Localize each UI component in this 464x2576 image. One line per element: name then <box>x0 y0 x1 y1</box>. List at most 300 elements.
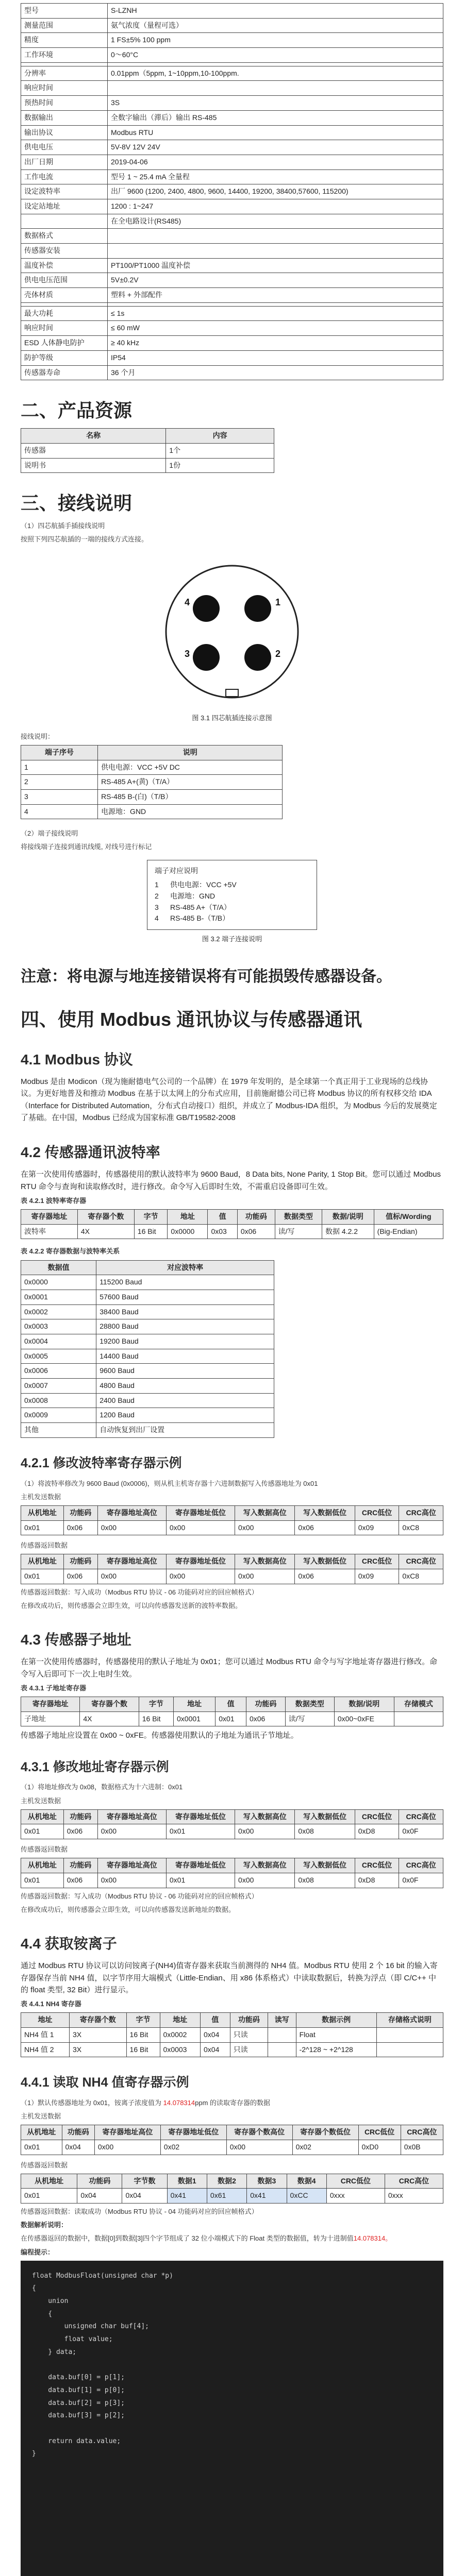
table-header-cell: CRC低位 <box>326 2174 385 2189</box>
table-cell: 5V-8V 12V 24V <box>108 140 443 155</box>
table-header-cell: 说明 <box>98 745 283 760</box>
table-cell: 3X <box>70 2042 127 2057</box>
code-line: data.buf[2] = p[3]; <box>32 2399 125 2407</box>
table-header-cell: 值 <box>208 1210 237 1225</box>
table-header-cell: CRC高位 <box>399 1809 443 1824</box>
table-header-cell: 存储模式 <box>394 1697 443 1712</box>
table-cell: 波特率 <box>21 1224 78 1239</box>
table-cell: 0x09 <box>355 1520 399 1535</box>
code-line: return data.value; <box>32 2437 121 2445</box>
table-row <box>21 2140 443 2155</box>
table-row <box>21 244 443 259</box>
address-recv-label: 传感器返回数据 <box>21 1845 68 1854</box>
table-header-cell: 字节 <box>139 1697 173 1712</box>
table-header-cell: 寄存器地址 <box>21 1210 78 1225</box>
baud-register-table <box>21 1209 443 1239</box>
table-row <box>21 81 443 96</box>
table-header-cell: CRC低位 <box>355 1858 399 1873</box>
table-cell: 在全电路设计(RS485) <box>108 214 443 229</box>
table-cell: Float <box>296 2027 376 2042</box>
table-cell: 0xC8 <box>399 1569 443 1584</box>
code-line: unsigned char buf[4]; <box>32 2323 149 2331</box>
table-cell: 预热时间 <box>21 96 108 111</box>
table-cell: 0x06 <box>237 1224 275 1239</box>
table-header-cell: 从机地址 <box>21 1809 64 1824</box>
address-example-result: 传感器返回数据：写入成功（Modbus RTU 协议 - 06 功能码对应的回应帧格式） <box>21 1892 258 1900</box>
address-table-title: 表 4.3.1 子地址寄存器 <box>21 1684 87 1692</box>
table-cell <box>21 302 108 306</box>
table-cell: 0x00 <box>235 1873 295 1888</box>
table-cell: 0x06 <box>63 1873 97 1888</box>
table-row <box>21 306 443 321</box>
terminal-text: 将接线端子连接到通讯线缆, 对线号进行标记 <box>21 843 152 851</box>
table-header-cell: 数据4 <box>287 2174 326 2189</box>
table-row <box>21 1824 443 1839</box>
table-header-cell: 从机地址 <box>21 1858 64 1873</box>
table-cell: Modbus RTU <box>108 125 443 140</box>
table-header-cell: CRC低位 <box>355 1554 399 1569</box>
table-header-cell: 值 <box>201 2013 230 2028</box>
address-example-title: 4.3.1 修改地址寄存器示例 <box>21 1759 169 1774</box>
table-row <box>21 214 443 229</box>
legend-caption: 图 3.2 端子连接说明 <box>202 935 262 943</box>
table-header-cell: 寄存器地址高位 <box>97 1809 166 1824</box>
table-row <box>21 155 443 170</box>
table-cell: 0xxx <box>326 2189 385 2204</box>
table-cell: ≥ 40 kHz <box>108 336 443 351</box>
baud-map-title: 表 4.2.2 寄存器数据与波特率关系 <box>21 1247 120 1256</box>
table-cell: 4800 Baud <box>96 1379 274 1394</box>
table-header-row <box>21 1505 443 1520</box>
table-cell: 0x01 <box>21 2140 62 2155</box>
table-row <box>21 1423 274 1438</box>
table-cell: 0x0009 <box>21 1408 96 1423</box>
table-cell: 0x01 <box>166 1824 235 1839</box>
table-cell: 0x09 <box>355 1569 399 1584</box>
table-cell: 自动恢复到出厂设置 <box>96 1423 274 1438</box>
table-cell: 温度补偿 <box>21 258 108 273</box>
code-line <box>32 2359 432 2372</box>
baud-recv-label: 传感器返回数据 <box>21 1541 68 1550</box>
power-warning: 注意：将电源与地连接错误将有可能损毁传感器设备。 <box>21 968 392 986</box>
table-cell: 16 Bit <box>139 1711 173 1726</box>
table-cell: 供电电源：VCC +5V DC <box>98 760 283 775</box>
table-cell: 传感器 <box>21 443 166 458</box>
table-row <box>21 760 283 775</box>
baud-example-text: （1）将波特率修改为 9600 Baud (0x0006)，则从机主机寄存器十六进制数据写入传感器地址为 0x01 <box>21 1479 318 1487</box>
table-header-row <box>21 745 283 760</box>
table-header-cell: 端子序号 <box>21 745 98 760</box>
table-row <box>21 789 283 804</box>
table-cell <box>268 2042 296 2057</box>
table-cell: 0x01 <box>21 1569 64 1584</box>
table-row <box>21 1873 443 1888</box>
table-cell: 1 FS±5% 100 ppm <box>108 33 443 48</box>
table-cell: 0x00 <box>94 2140 160 2155</box>
table-cell: 0x0006 <box>21 1364 96 1379</box>
table-cell: 0x0B <box>401 2140 443 2155</box>
table-row <box>21 1224 443 1239</box>
table-cell: 0x00 <box>166 1520 235 1535</box>
table-cell: 0x0001 <box>174 1711 216 1726</box>
table-cell: 0xC8 <box>399 1520 443 1535</box>
nh4-parse-label: 数据解析说明： <box>21 2221 68 2229</box>
table-cell: 0xCC <box>287 2189 326 2204</box>
connector-diagram <box>150 554 314 709</box>
table-row <box>21 229 443 244</box>
table-header-cell: 寄存器个数低位 <box>292 2125 358 2140</box>
table-row <box>21 140 443 155</box>
legend-text: RS-485 B-（T/B） <box>170 914 230 923</box>
table-header-cell: 数据1 <box>167 2174 207 2189</box>
table-row <box>21 110 443 125</box>
table-cell: 0x00 <box>235 1824 295 1839</box>
table-row <box>21 1304 274 1319</box>
table-cell: 型号 <box>21 4 108 19</box>
table-cell <box>376 2042 443 2057</box>
table-header-cell: 写入数据低位 <box>295 1858 355 1873</box>
table-cell: 电源地：GND <box>98 804 283 819</box>
table-cell: 0x08 <box>295 1824 355 1839</box>
legend-row <box>155 913 309 924</box>
table-cell: 16 Bit <box>134 1224 168 1239</box>
pin-3-hole <box>193 644 220 671</box>
table-cell: 1份 <box>166 458 274 473</box>
nh4-recv-label: 传感器返回数据 <box>21 2161 68 2169</box>
table-cell: PT100/PT1000 温度补偿 <box>108 258 443 273</box>
table-header-cell: 数据类型 <box>285 1697 334 1712</box>
pin-number-2: 2 <box>275 648 281 659</box>
table-cell: 设定站地址 <box>21 199 108 214</box>
table-header-cell: 值 <box>216 1697 246 1712</box>
table-cell: 0x00 <box>97 1569 166 1584</box>
table-row <box>21 4 443 19</box>
table-header-cell: 写入数据低位 <box>295 1505 355 1520</box>
table-cell: 0x08 <box>295 1873 355 1888</box>
table-row <box>21 1408 274 1423</box>
table-row <box>21 1275 274 1290</box>
table-cell: 4 <box>21 804 98 819</box>
table-cell: 读/写 <box>285 1711 334 1726</box>
address-send-table <box>21 1809 443 1839</box>
table-cell: 传感器安装 <box>21 244 108 259</box>
code-line: } data; <box>32 2348 77 2356</box>
address-range-text: 传感器子地址应设置在 0x00 ~ 0xFE。传感器使用默认的子地址为通讯子节地址。 <box>21 1731 299 1740</box>
table-row <box>21 336 443 351</box>
table-cell: 0x0007 <box>21 1379 96 1394</box>
table-cell <box>21 62 108 66</box>
code-line: union <box>32 2297 69 2306</box>
section-title-resources: 二、产品资源 <box>21 400 132 421</box>
address-register-table <box>21 1697 443 1726</box>
table-cell: 38400 Baud <box>96 1304 274 1319</box>
nh4-parse-text: 在传感器返回的数据中，数据[0]到数据[3]四个字节组成了 32 位小端模式下的 Float 类型的数据值，转为十进制值14.078314。 <box>21 2234 392 2243</box>
table-header-cell: 字节 <box>134 1210 168 1225</box>
table-cell: 0x02 <box>160 2140 226 2155</box>
table-cell: 0x0002 <box>21 1304 96 1319</box>
baud-send-label: 主机发送数据 <box>21 1493 61 1501</box>
table-header-row <box>21 1554 443 1569</box>
table-cell: 0xD0 <box>358 2140 401 2155</box>
table-cell: 全数字输出（滞后）输出 RS-485 <box>108 110 443 125</box>
table-header-cell: 地址 <box>168 1210 208 1225</box>
table-cell: 1 <box>21 760 98 775</box>
table-cell: 传感器寿命 <box>21 365 108 380</box>
table-cell: ≤ 60 mW <box>108 321 443 336</box>
table-header-cell: 寄存器地址高位 <box>97 1858 166 1873</box>
table-row <box>21 66 443 81</box>
table-cell: 0x00 <box>166 1569 235 1584</box>
table-cell: RS-485 A+(黄)（T/A） <box>98 775 283 790</box>
pin-table-label: 接线说明： <box>21 732 55 740</box>
table-cell: 工作环境 <box>21 48 108 63</box>
table-cell: 0x41 <box>167 2189 207 2204</box>
table-cell <box>108 302 443 306</box>
modbus-protocol-text: Modbus 是由 Modicon（现为施耐德电气公司的一个品牌）在 1979 年发明的，是全球第一个真正用于工业现场的总线协议。为更好地普及和推动 Modbus 在基于以太网上的分布式应用，目前施耐德公司已将 Modbus 协议的所有权移交给 IDA（Interface for Distributed Automation，分布式自动接口）组织，并成立了 Modbus-IDA 组织，为 Modbus 今后的发展奠定了基础。在中国，Modbus 已经成为国家标准 GB/T19582-2008 <box>21 1077 437 1122</box>
code-line: data.buf[0] = p[1]; <box>32 2374 125 2382</box>
baud-text: 在第一次使用传感器时，传感器使用的默认波特率为 9600 Baud，8 Data bits, None Parity, 1 Stop Bit。您可以通过 Modbus RTU 命令与查询和读取修改时，进行修改。命令写入后即时生效，不需重启设备即可生效。 <box>21 1170 441 1191</box>
table-row <box>21 2189 443 2204</box>
pin-2-hole <box>244 644 271 671</box>
table-cell: 响应时间 <box>21 321 108 336</box>
table-cell: 0.01ppm（5ppm, 1~10ppm,10-100ppm. <box>108 66 443 81</box>
address-example-text: （1）将地址修改为 0x08，数据格式为十六进制：0x01 <box>21 1783 183 1791</box>
table-cell: RS-485 B-(白)（T/B） <box>98 789 283 804</box>
table-header-cell: 对应波特率 <box>96 1260 274 1275</box>
table-cell: 出厂 9600 (1200, 2400, 4800, 9600, 14400, 19200, 38400,57600, 115200) <box>108 184 443 199</box>
table-cell: 0x0008 <box>21 1393 96 1408</box>
table-header-cell: 从机地址 <box>21 2174 77 2189</box>
table-header-cell: 数据3 <box>247 2174 287 2189</box>
table-header-cell: 数据值 <box>21 1260 96 1275</box>
address-title: 4.3 传感器子地址 <box>21 1632 131 1648</box>
table-cell: 16 Bit <box>126 2042 160 2057</box>
table-row <box>21 1349 274 1364</box>
pin-1-hole <box>244 595 271 622</box>
table-header-cell: 功能码 <box>63 1858 97 1873</box>
table-cell: 1200 Baud <box>96 1408 274 1423</box>
pin-table <box>21 745 283 819</box>
table-cell: 4X <box>77 1224 134 1239</box>
table-cell: 数据 4.2.2 <box>322 1224 374 1239</box>
document-page <box>21 0 443 2576</box>
table-header-cell: CRC高位 <box>401 2125 443 2140</box>
table-header-cell: 寄存器个数 <box>77 1210 134 1225</box>
table-row <box>21 365 443 380</box>
baud-map-table <box>21 1260 274 1438</box>
table-row <box>21 62 443 66</box>
code-line: } <box>32 2450 36 2458</box>
table-header-cell: 字节数 <box>122 2174 167 2189</box>
table-header-cell: 寄存器地址低位 <box>166 1505 235 1520</box>
table-cell: 0x01 <box>166 1873 235 1888</box>
table-row <box>21 2042 443 2057</box>
table-cell: 0x06 <box>63 1520 97 1535</box>
table-header-cell: 写入数据低位 <box>295 1554 355 1569</box>
table-cell: 0x00 <box>97 1824 166 1839</box>
pin-number-1: 1 <box>275 597 281 607</box>
table-header-cell: CRC低位 <box>355 1505 399 1520</box>
legend-number: 2 <box>155 891 159 900</box>
table-cell: 防护等级 <box>21 350 108 365</box>
table-cell: 只读 <box>230 2042 268 2057</box>
table-header-cell: 名称 <box>21 429 166 444</box>
table-header-cell: 寄存器地址低位 <box>166 1858 235 1873</box>
connector-figure <box>21 554 443 709</box>
table-cell: 19200 Baud <box>96 1334 274 1349</box>
table-header-cell: 从机地址 <box>21 1554 64 1569</box>
table-cell: (Big-Endian) <box>374 1224 443 1239</box>
table-cell: 0x00 <box>235 1520 295 1535</box>
table-cell: 0x04 <box>62 2140 94 2155</box>
table-header-cell: 写入数据高位 <box>235 1554 295 1569</box>
table-header-cell: 写入数据低位 <box>295 1809 355 1824</box>
table-row <box>21 125 443 140</box>
baud-example-title: 4.2.1 修改波特率寄存器示例 <box>21 1455 182 1470</box>
connector-figure-caption: 图 3.1 四芯航插连接示意图 <box>192 714 272 722</box>
address-example-note: 在修改成功后，则传感器会立即生效，可以向传感器发送新地址的数据。 <box>21 1905 236 1913</box>
table-cell: 0～60°C <box>108 48 443 63</box>
table-cell: 0x04 <box>201 2027 230 2042</box>
table-row <box>21 321 443 336</box>
table-header-row <box>21 1210 443 1225</box>
table-header-cell: 地址 <box>160 2013 200 2028</box>
table-cell: 1个 <box>166 443 274 458</box>
table-header-cell: 写入数据高位 <box>235 1809 295 1824</box>
table-row <box>21 1520 443 1535</box>
table-cell: 0x01 <box>216 1711 246 1726</box>
table-cell: 响应时间 <box>21 81 108 96</box>
table-header-cell: 数据/说明 <box>322 1210 374 1225</box>
section-title-modbus: 四、使用 Modbus 通讯协议与传感器通讯 <box>21 1008 362 1030</box>
table-cell: 0x06 <box>63 1824 97 1839</box>
code-line <box>32 2422 432 2435</box>
table-row <box>21 1319 274 1334</box>
table-cell: 0x41 <box>247 2189 287 2204</box>
table-header-row <box>21 2174 443 2189</box>
table-cell: 测量范围 <box>21 18 108 33</box>
table-cell: 36 个月 <box>108 365 443 380</box>
table-row <box>21 184 443 199</box>
table-row <box>21 775 283 790</box>
legend-number: 3 <box>155 903 159 911</box>
table-cell: 0x0002 <box>160 2027 200 2042</box>
table-header-cell: 地址 <box>21 2013 70 2028</box>
table-header-cell: 数据/说明 <box>334 1697 394 1712</box>
table-cell: 0xD8 <box>355 1824 399 1839</box>
table-cell: 0x0000 <box>168 1224 208 1239</box>
pin-4-hole <box>193 595 220 622</box>
table-cell: 0x0000 <box>21 1275 96 1290</box>
table-cell <box>21 214 108 229</box>
code-line: float value; <box>32 2335 113 2344</box>
table-row <box>21 33 443 48</box>
table-cell: 0x0F <box>399 1824 443 1839</box>
table-row <box>21 804 283 819</box>
table-cell: 子地址 <box>21 1711 80 1726</box>
table-cell: 说明书 <box>21 458 166 473</box>
table-row <box>21 350 443 365</box>
table-row <box>21 96 443 111</box>
nh4-recv-table <box>21 2174 443 2204</box>
table-cell: 0x01 <box>21 1873 64 1888</box>
table-cell <box>108 229 443 244</box>
table-cell: ESD 人体静电防护 <box>21 336 108 351</box>
table-header-cell: 寄存器地址 <box>21 1697 80 1712</box>
table-cell: 5V±0.2V <box>108 273 443 288</box>
table-header-row <box>21 1858 443 1873</box>
table-cell: 0x0004 <box>21 1334 96 1349</box>
table-cell: IP54 <box>108 350 443 365</box>
table-cell: 0x61 <box>207 2189 246 2204</box>
table-header-cell: 功能码 <box>63 1505 97 1520</box>
table-cell: 工作电流 <box>21 170 108 184</box>
section-title-wiring: 三、接线说明 <box>21 493 132 514</box>
table-header-row <box>21 1809 443 1824</box>
table-header-cell: 存储格式说明 <box>376 2013 443 2028</box>
code-line: data.buf[1] = p[0]; <box>32 2386 125 2394</box>
table-cell: 设定波特率 <box>21 184 108 199</box>
table-header-cell: 寄存器个数 <box>70 2013 127 2028</box>
table-cell: 0x03 <box>208 1224 237 1239</box>
table-header-cell: CRC高位 <box>399 1858 443 1873</box>
legend-number: 4 <box>155 914 159 923</box>
table-header-cell: 寄存器地址高位 <box>97 1505 166 1520</box>
table-cell: 0x01 <box>21 2189 77 2204</box>
table-cell: 供电电压 <box>21 140 108 155</box>
table-header-row <box>21 2013 443 2028</box>
nh4-parse-value: 14.078314。 <box>353 2234 392 2243</box>
table-cell: 2400 Baud <box>96 1393 274 1408</box>
table-cell: 0x04 <box>201 2042 230 2057</box>
nh4-example-value: 14.078314 <box>163 2098 195 2107</box>
table-header-cell: 功能码 <box>246 1697 285 1712</box>
table-header-cell: CRC低位 <box>358 2125 401 2140</box>
table-cell: 0x0F <box>399 1873 443 1888</box>
baud-send-table <box>21 1505 443 1535</box>
wiring-intro-text: 按照下列四芯航插的一端的接线方式连接。 <box>21 535 148 544</box>
table-header-cell: 读写 <box>268 2013 296 2028</box>
table-header-cell: 寄存器地址低位 <box>160 2125 226 2140</box>
table-row <box>21 1711 443 1726</box>
nh4-send-label: 主机发送数据 <box>21 2112 61 2121</box>
table-header-cell: 功能码 <box>63 1809 97 1824</box>
pin-number-4: 4 <box>185 597 190 607</box>
table-cell: 其他 <box>21 1423 96 1438</box>
resource-table <box>21 428 274 473</box>
table-cell: 0x06 <box>295 1569 355 1584</box>
table-header-cell: 数据2 <box>207 2174 246 2189</box>
wiring-intro-label: （1）四芯航插手插接线说明 <box>21 522 105 530</box>
baud-example-result: 传感器返回数据：写入成功（Modbus RTU 协议 - 06 功能码对应的回应帧格式） <box>21 1588 258 1596</box>
nh4-example-text: （1）默认传感器地址为 0x01，铵离子浓度值为 14.078314ppm 的读取寄存器的数据 <box>21 2098 271 2107</box>
table-row <box>21 18 443 33</box>
legend-text: RS-485 A+（T/A） <box>170 903 231 911</box>
nh4-title: 4.4 获取铵离子 <box>21 1935 117 1952</box>
address-text: 在第一次使用传感器时，传感器使用的默认子地址为 0x01；您可以通过 Modbus RTU 命令与写字地址寄存器进行修改。命令写入后即可下一次上电时生效。 <box>21 1657 438 1679</box>
table-header-cell: 功能码 <box>77 2174 122 2189</box>
table-cell: 只读 <box>230 2027 268 2042</box>
table-cell: 4X <box>80 1711 139 1726</box>
spec-table <box>21 3 443 380</box>
table-cell: 1200 : 1~247 <box>108 199 443 214</box>
table-header-cell: 内容 <box>166 429 274 444</box>
code-line: { <box>32 2284 36 2293</box>
table-header-cell: 地址 <box>174 1697 216 1712</box>
table-cell: 数据输出 <box>21 110 108 125</box>
table-cell: 数据格式 <box>21 229 108 244</box>
table-cell: 最大功耗 <box>21 306 108 321</box>
